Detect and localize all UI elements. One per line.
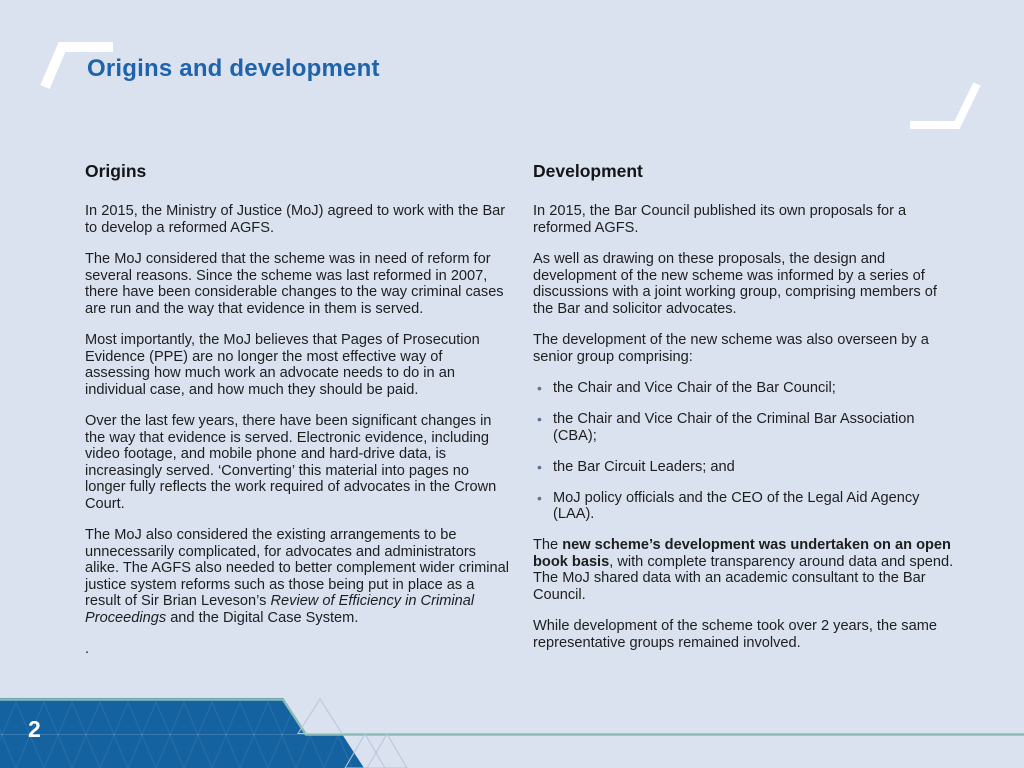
bullet-dot-icon: • <box>537 458 542 475</box>
column-body-origins <box>85 203 509 658</box>
paragraph <box>85 641 509 658</box>
bullet-dot-icon: • <box>537 489 542 506</box>
text-segment: , with complete transparency around data and spend. The MoJ shared data with an academic consultant to the Bar Council. <box>533 553 954 603</box>
column-heading-origins: Origins <box>85 161 147 181</box>
footer-band-upper-shape <box>0 698 306 734</box>
footer-band <box>0 698 1024 768</box>
column-body-development <box>533 203 957 651</box>
paragraph <box>533 251 957 317</box>
text-segment: the Chair and Vice Chair of the Bar Council; <box>553 380 836 396</box>
text-segment: . <box>85 641 90 657</box>
paragraph <box>85 527 509 626</box>
paragraph <box>533 618 957 651</box>
text-segment: While development of the scheme took over 2 years, the same representative groups remained involved. <box>533 618 937 651</box>
text-segment: new scheme’s development was undertaken on an open book basis <box>533 537 951 570</box>
text-segment: the Chair and Vice Chair of the Criminal Bar Association (CBA); <box>553 411 915 444</box>
text-segment: In 2015, the Ministry of Justice (MoJ) agreed to work with the Bar to develop a reformed AGFS. <box>85 203 506 236</box>
paragraph <box>533 537 957 603</box>
bullet-item <box>533 380 957 397</box>
page-number: 2 <box>28 716 41 742</box>
bullet-dot-icon: • <box>537 380 542 396</box>
paragraph <box>85 332 509 398</box>
text-segment: As well as drawing on these proposals, the design and development of the new scheme was informed by a series of discussions with a joint working group, comprising members of the Bar and solicitor advocates. <box>533 251 937 317</box>
text-segment: Over the last few years, there have been significant changes in the way that evidence is served. Electronic evidence, including video footage, and mobile phone and hard-drive data, is increasingly served. ‘Converting’ this material into pages no longer fully reflects the work required of advocates in the Crown Court. <box>85 413 497 512</box>
bullet-dot-icon: • <box>537 411 542 427</box>
paragraph <box>533 203 957 236</box>
bullet-item <box>533 490 957 523</box>
bullet-item <box>533 459 957 476</box>
text-segment: The development of the new scheme was also overseen by a senior group comprising: <box>533 332 929 365</box>
column-origins <box>85 161 509 673</box>
corner-accent-bottom-right-icon <box>895 70 1024 140</box>
paragraph <box>85 251 509 317</box>
slide-title: Origins and development <box>87 55 380 82</box>
paragraph <box>85 203 509 236</box>
text-segment: In 2015, the Bar Council published its own proposals for a reformed AGFS. <box>533 203 907 236</box>
paragraph <box>533 332 957 365</box>
bullet-item <box>533 411 957 444</box>
column-development <box>533 161 957 666</box>
text-segment: MoJ policy officials and the CEO of the Legal Aid Agency (LAA). <box>553 489 920 522</box>
text-segment: The MoJ also considered the existing arrangements to be unnecessarily complicated, for advocates and administrators alike. The AGFS also needed to better complement wider criminal justice system reforms such as those being put in place as a result of Sir Brian Leveson’s <box>85 527 509 609</box>
column-heading-development: Development <box>533 161 643 181</box>
text-segment: The <box>533 537 563 553</box>
paragraph <box>85 413 509 512</box>
text-segment: and the Digital Case System. <box>166 609 359 626</box>
text-segment: The MoJ considered that the scheme was in need of reform for several reasons. Since the scheme was last reformed in 2007, there have been considerable changes to the way criminal cases are run and the way that evidence in them is served. <box>85 251 504 317</box>
text-segment: Most importantly, the MoJ believes that Pages of Prosecution Evidence (PPE) are no longer the most effective way of assessing how much work an advocate needs to do in an individual case, and how much they should be paid. <box>85 332 480 398</box>
text-segment: the Bar Circuit Leaders; and <box>553 458 735 475</box>
text-segment: Review of Efficiency in Criminal Proceedings <box>85 593 475 626</box>
